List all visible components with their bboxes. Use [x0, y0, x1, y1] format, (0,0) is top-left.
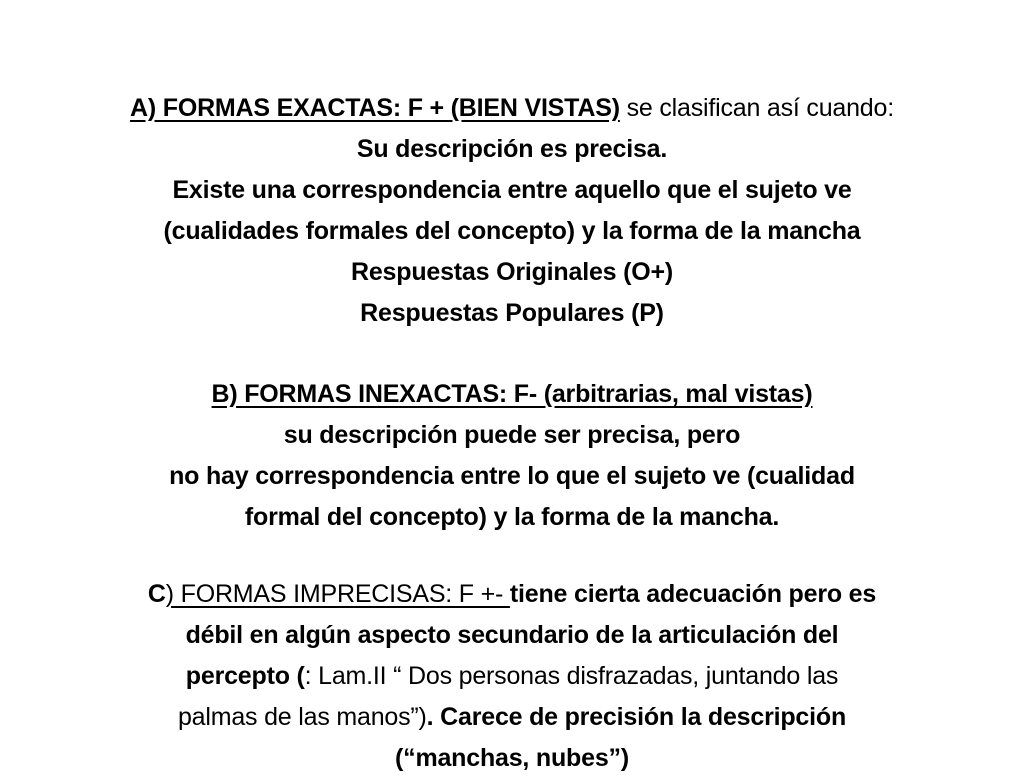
formas-exactas-heading-tail: se clasifican así cuando: [619, 94, 894, 122]
formas-imprecisas-line-4 [40, 697, 984, 738]
section-formas-inexactas [40, 374, 984, 538]
formas-exactas-heading: A) FORMAS EXACTAS: F + (BIEN VISTAS) [130, 94, 620, 122]
formas-imprecisas-heading: ) FORMAS IMPRECISAS: F +- [165, 580, 510, 608]
lam-ii-example: : Lam.II “ Dos personas disfrazadas, juntando las [304, 662, 839, 690]
section-formas-imprecisas [40, 574, 984, 779]
formas-inexactas-line-2: su descripción puede ser precisa, pero [283, 421, 741, 449]
formas-inexactas-line-3: no hay correspondencia entre lo que el sujeto ve (cualidad [169, 462, 855, 490]
formas-exactas-line-4: (cualidades formales del concepto) y la forma de la mancha [163, 217, 861, 245]
manchas-nubes: (“manchas, nubes”) [395, 744, 629, 772]
formas-exactas-line-3: Existe una correspondencia entre aquello que el sujeto ve [172, 176, 852, 204]
formas-inexactas-line-4: formal del concepto) y la forma de la mancha. [244, 503, 780, 531]
formas-imprecisas-line-3 [40, 656, 984, 697]
formas-imprecisas-heading-tail: tiene cierta adecuación pero es [509, 580, 877, 608]
respuestas-originales: Respuestas Originales (O+) [351, 258, 673, 286]
formas-inexactas-heading: B) FORMAS INEXACTAS: F- (arbitrarias, mal vistas) [211, 380, 813, 408]
carece-precision: . Carece de precisión la descripción [426, 703, 847, 731]
formas-exactas-heading-line [40, 88, 984, 129]
section-formas-exactas [40, 88, 984, 334]
formas-imprecisas-prefix: C [147, 580, 166, 608]
formas-exactas-line-2: Su descripción es precisa. [356, 135, 668, 163]
respuestas-populares: Respuestas Populares (P) [360, 299, 664, 327]
formas-imprecisas-line-2: débil en algún aspecto secundario de la articulación del [185, 621, 839, 649]
lam-ii-example-end: palmas de las manos”) [177, 703, 427, 731]
formas-imprecisas-heading-line [40, 574, 984, 615]
percepto-label: percepto ( [185, 662, 305, 690]
